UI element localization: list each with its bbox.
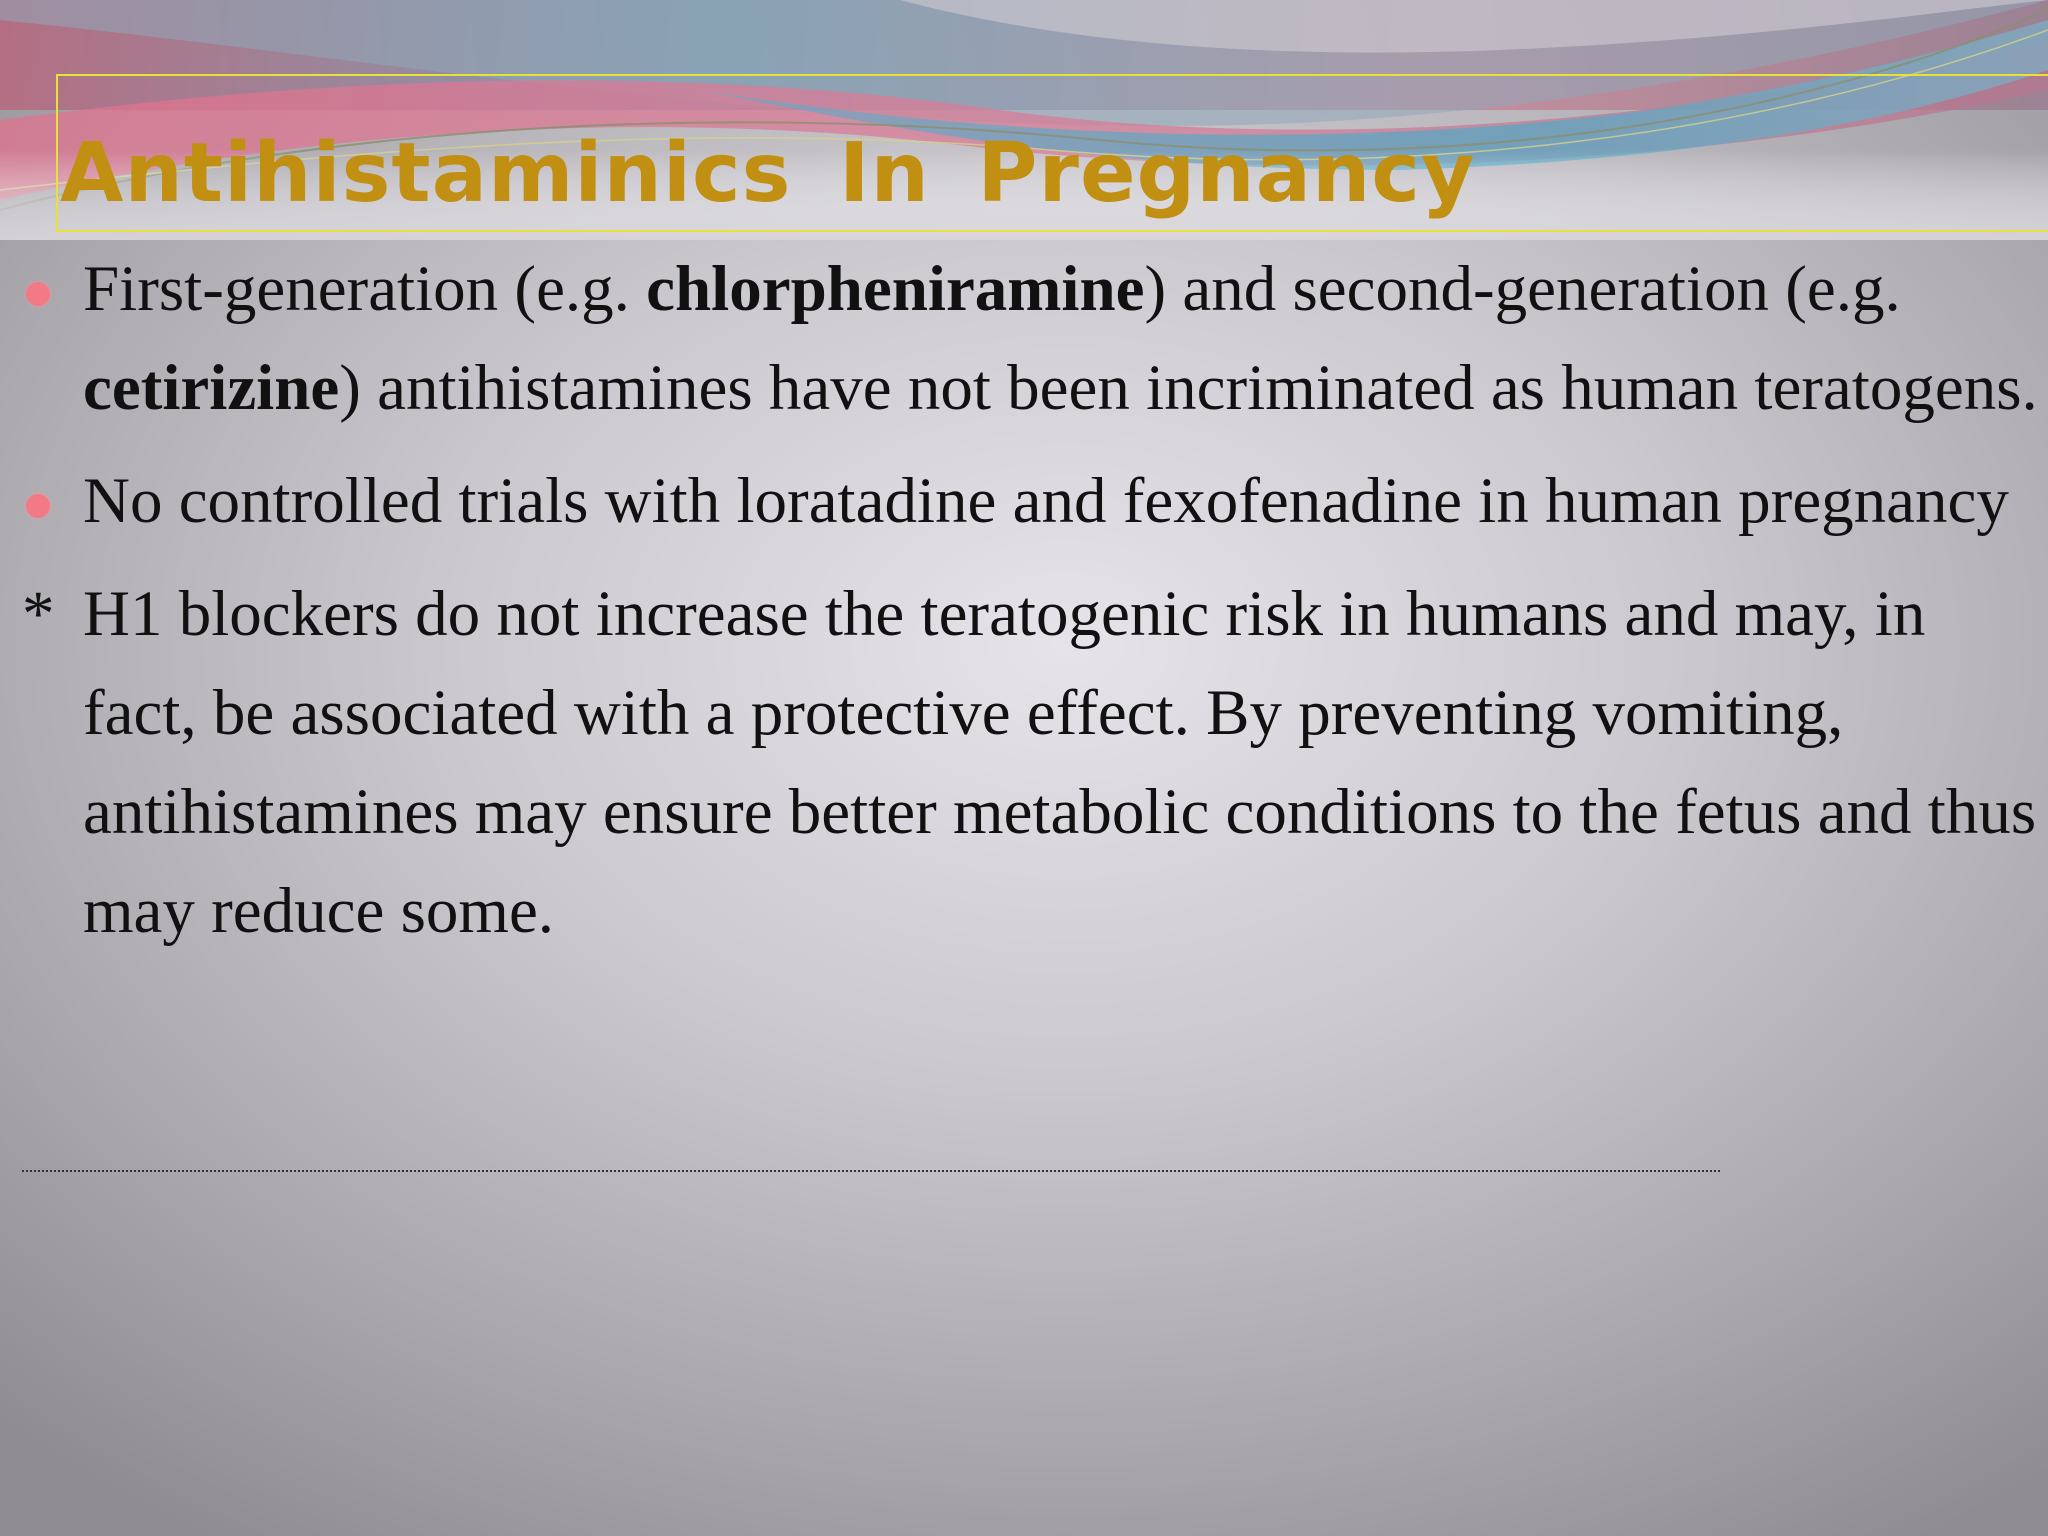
bullet-text-part: ) antihistamines have not been incriminated as human teratogens. xyxy=(339,352,2038,424)
bullet-no-controlled-trials xyxy=(0,452,2048,551)
bullet-text-part: ) and second-generation (e.g. xyxy=(1144,253,1901,325)
drug-name-chlorpheniramine: chlorpheniramine xyxy=(646,253,1145,325)
bullet-first-second-generation xyxy=(0,240,2048,438)
note-text: H1 blockers do not increase the teratogenic risk in humans and may, in fact, be associated with a protective effect. By preventing vomiting, antihistamines may ensure better metabolic conditions to the fetus and thus may reduce some. xyxy=(83,578,2037,947)
dotted-divider xyxy=(22,1170,1720,1172)
bullet-text-part: First-generation (e.g. xyxy=(83,253,647,325)
h1-blockers-note xyxy=(0,565,2048,961)
drug-name-cetirizine: cetirizine xyxy=(83,352,340,424)
slide-body xyxy=(0,240,2048,961)
slide-title: Antihistaminics In Pregnancy xyxy=(60,126,1476,221)
note-asterisk: * xyxy=(22,578,55,650)
bullet-dot-icon xyxy=(26,282,50,306)
bullet-dot-icon xyxy=(26,494,50,518)
bullet-text: No controlled trials with loratadine and fexofenadine in human pregnancy xyxy=(83,465,2009,537)
